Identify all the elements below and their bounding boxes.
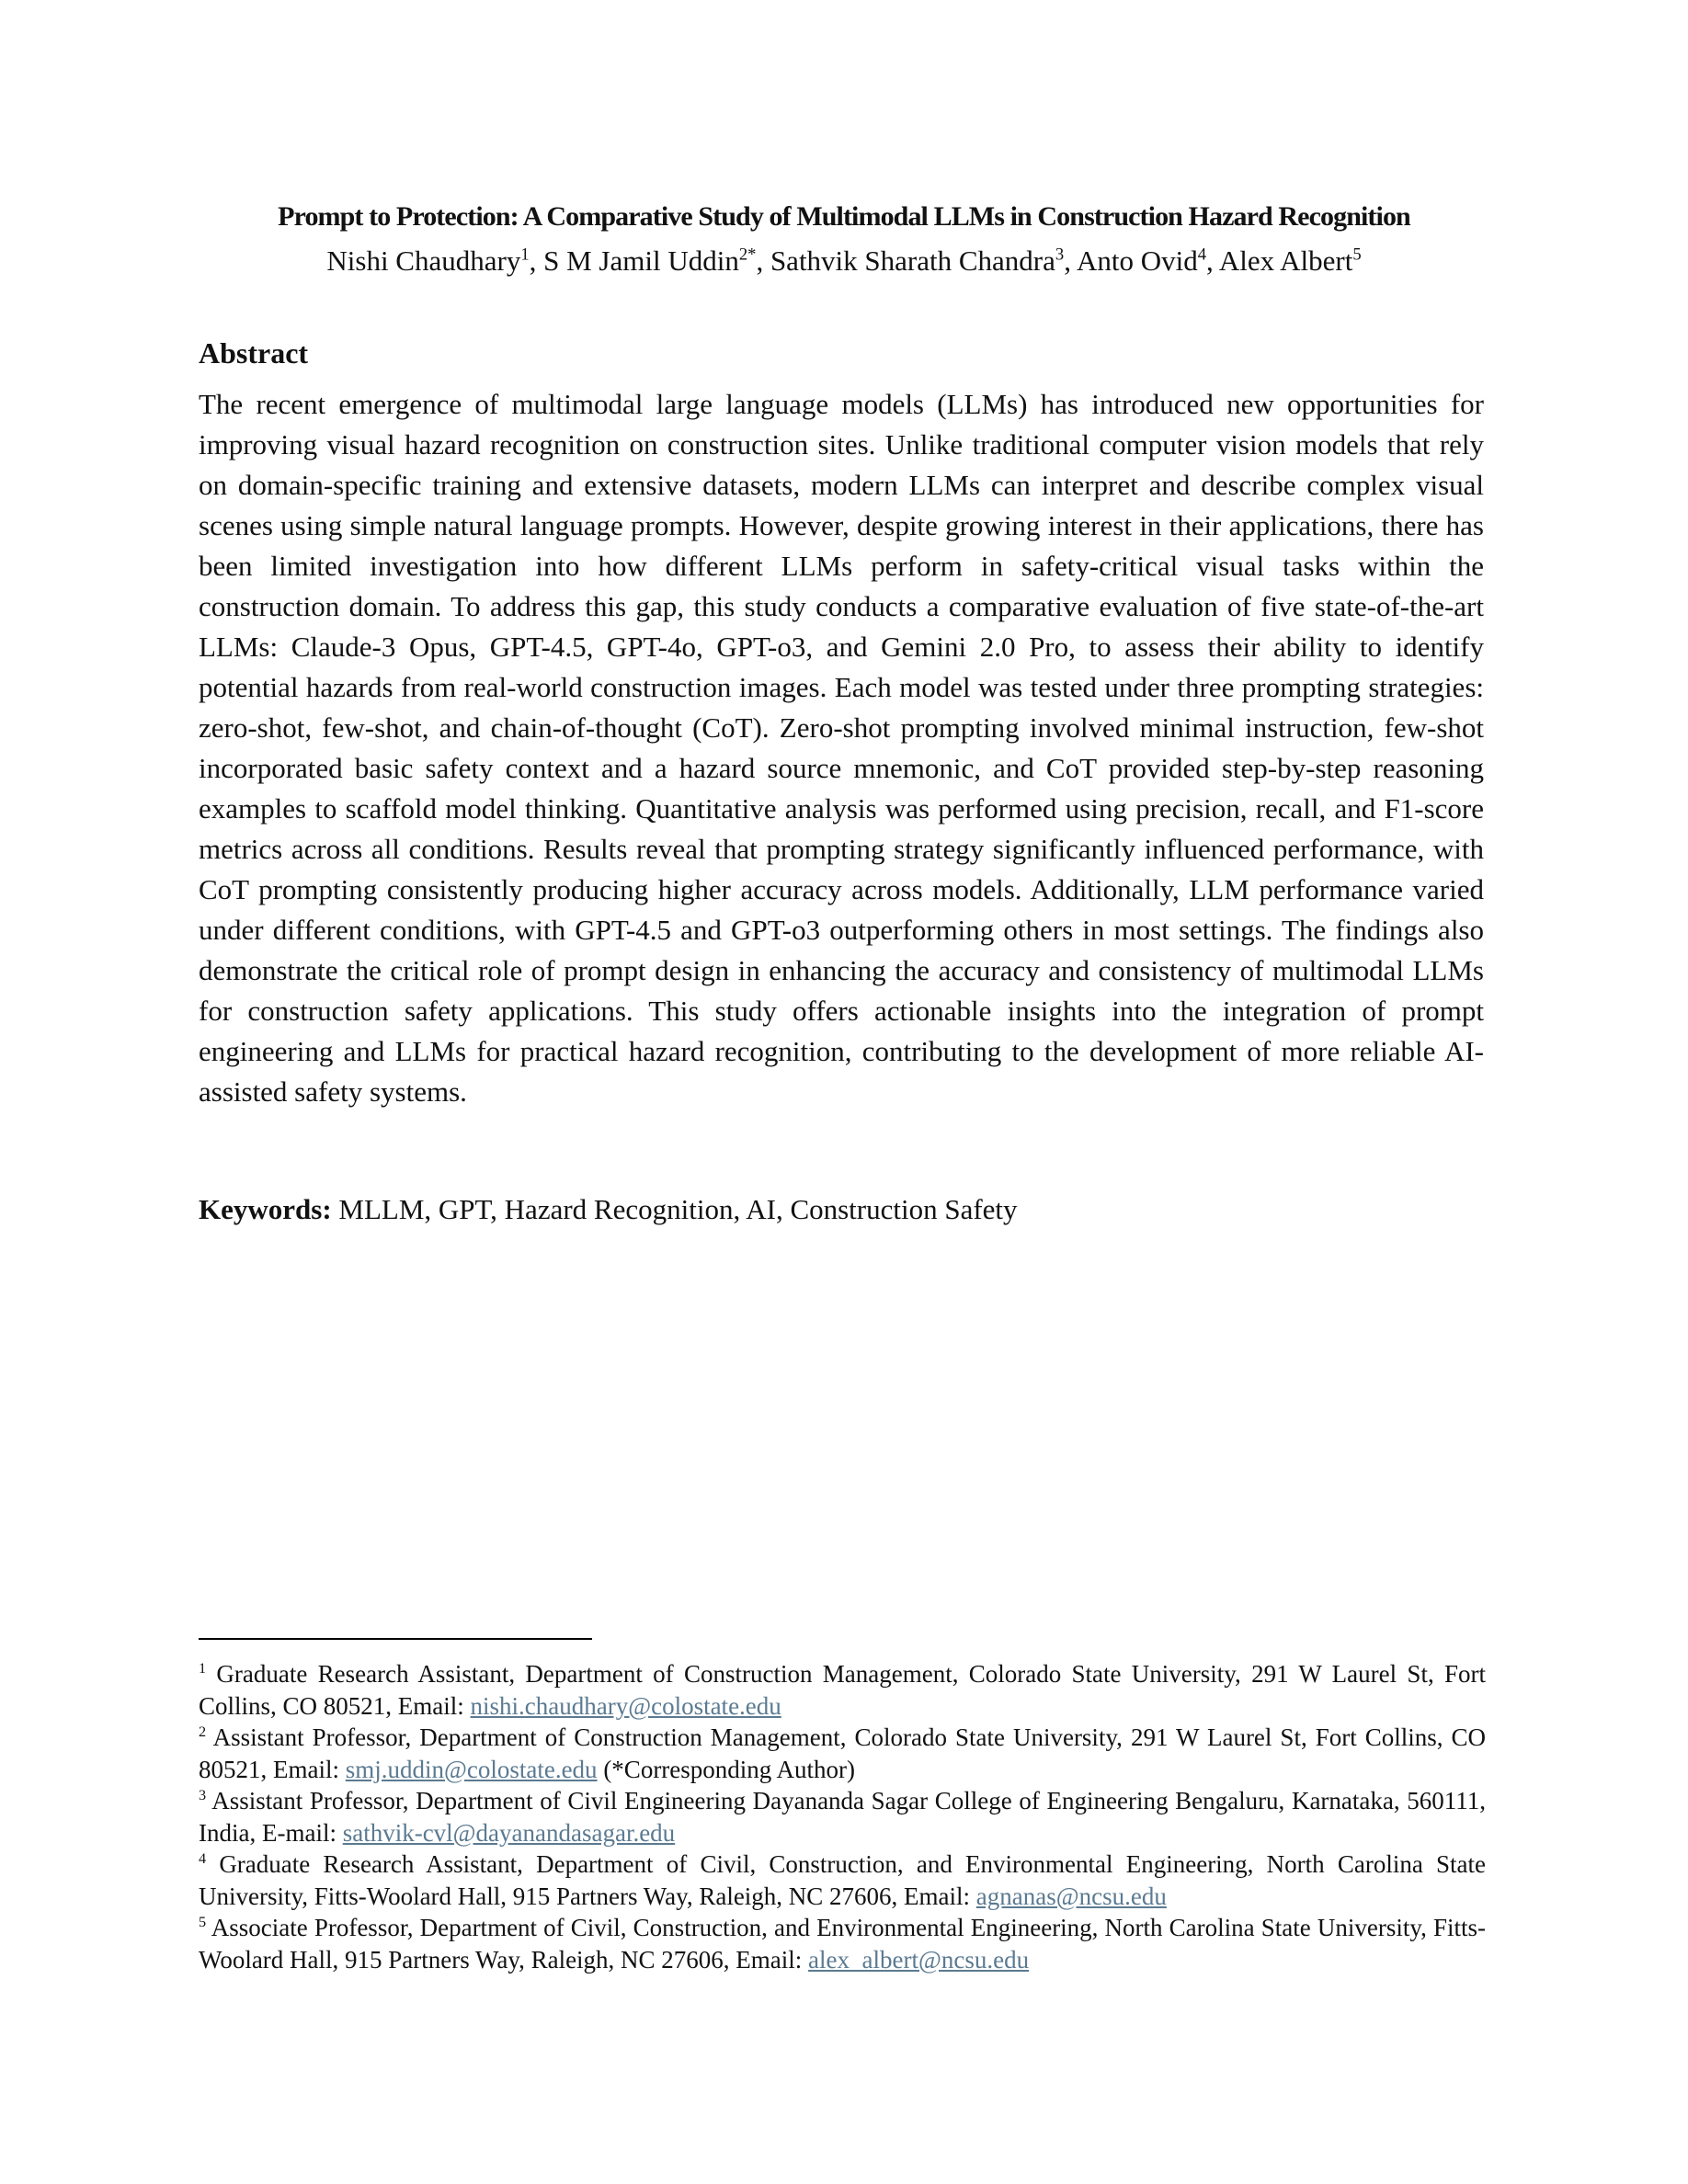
- abstract-heading: Abstract: [199, 336, 309, 370]
- keywords-line: [199, 1189, 1486, 1230]
- author-name: Anto Ovid: [1076, 245, 1198, 277]
- footnote-number: 4: [199, 1850, 207, 1867]
- abstract-body: The recent emergence of multimodal large language models (LLMs) has introduced new opportunities for improving visual hazard recognition on construction sites. Unlike traditional computer vision models that rely on domain-specific training and extensive datasets, modern LLMs can interpret and describe complex visual scenes using simple natural language prompts. However, despite growing interest in their applications, there has been limited investigation into how different LLMs perform in safety-critical visual tasks within the construction domain. To address this gap, this study conducts a comparative evaluation of five state-of-the-art LLMs: Claude-3 Opus, GPT-4.5, GPT-4o, GPT-o3, and Gemini 2.0 Pro, to assess their ability to identify potential hazards from real-world construction images. Each model was tested under three prompting strategies: zero-shot, few-shot, and chain-of-thought (CoT). Zero-shot prompting involved minimal instruction, few-shot incorporated basic safety context and a hazard source mnemonic, and CoT provided step-by-step reasoning examples to scaffold model thinking. Quantitative analysis was performed using precision, recall, and F1-score metrics across all conditions. Results reveal that prompting strategy significantly influenced performance, with CoT prompting consistently producing higher accuracy across models. Additionally, LLM performance varied under different conditions, with GPT-4.5 and GPT-o3 outperforming others in most settings. The findings also demonstrate the critical role of prompt design in enhancing the accuracy and consistency of multimodal LLMs for construction safety applications. This study offers actionable insights into the integration of prompt engineering and LLMs for practical hazard recognition, contributing to the development of more reliable AI-assisted safety systems.: [199, 388, 1484, 1108]
- author-separator: ,: [1064, 245, 1077, 277]
- email-link[interactable]: sathvik-cvl@dayanandasagar.edu: [342, 1818, 676, 1847]
- footnote-number: 1: [199, 1660, 207, 1677]
- footnote-text: Assistant Professor, Department of Civil Engineering Dayananda Sagar College of Engineering Bengaluru, Karnataka, 560111, India, E-mail:: [199, 1787, 1486, 1847]
- keywords-values: MLLM, GPT, Hazard Recognition, AI, Construction Safety: [338, 1193, 1018, 1225]
- author-separator: ,: [1206, 245, 1219, 277]
- footnote-number: 2: [199, 1723, 207, 1740]
- author-name: Alex Albert: [1218, 245, 1353, 277]
- footnote-trailing-text: (*Corresponding Author): [597, 1755, 856, 1783]
- author-affiliation-marker: 4: [1197, 245, 1207, 265]
- author: [326, 245, 543, 277]
- author: [1219, 245, 1362, 277]
- author-name: S M Jamil Uddin: [543, 245, 739, 277]
- footnote-number: 5: [199, 1914, 207, 1930]
- footnote-text: Graduate Research Assistant, Department of Construction Management, Colorado State University, 291 W Laurel St, Fort Collins, CO 80521, Email:: [199, 1660, 1486, 1720]
- author-affiliation-marker: 3: [1055, 245, 1065, 265]
- footnote-number: 3: [199, 1787, 207, 1803]
- footnote-text: Graduate Research Assistant, Department of Civil, Construction, and Environmental Engineering, North Carolina State University, Fitts-Woolard Hall, 915 Partners Way, Raleigh, NC 27606, Email:: [199, 1850, 1487, 1910]
- author-affiliation-marker: 1: [520, 245, 530, 265]
- author-separator: ,: [529, 245, 544, 277]
- footnote: [199, 1848, 1486, 1912]
- footnote: [199, 1722, 1486, 1785]
- footnote-text: Associate Professor, Department of Civil, Construction, and Environmental Engineering, North Carolina State University, Fitts-Woolard Hall, 915 Partners Way, Raleigh, NC 27606, Email:: [199, 1914, 1486, 1974]
- email-link[interactable]: nishi.chaudhary@colostate.edu: [470, 1691, 781, 1720]
- author-list: [138, 241, 1550, 281]
- footnote-separator: [199, 1638, 592, 1640]
- email-link[interactable]: alex_albert@ncsu.edu: [808, 1945, 1030, 1974]
- footnotes: [199, 1658, 1486, 1975]
- keywords-label: Keywords:: [199, 1193, 332, 1225]
- author: [543, 245, 770, 277]
- email-link[interactable]: smj.uddin@colostate.edu: [345, 1755, 598, 1783]
- paper-title: Prompt to Protection: A Comparative Study of Multimodal LLMs in Construction Hazard Recognition: [278, 201, 1410, 232]
- author-affiliation-marker: 2*: [738, 245, 757, 265]
- email-link[interactable]: agnanas@ncsu.edu: [975, 1882, 1167, 1910]
- author-name: Sathvik Sharath Chandra: [770, 245, 1055, 277]
- author-separator: ,: [756, 245, 770, 277]
- author: [1077, 245, 1219, 277]
- author-name: Nishi Chaudhary: [326, 245, 521, 277]
- footnote: [199, 1785, 1486, 1848]
- footnote: [199, 1658, 1486, 1722]
- author-affiliation-marker: 5: [1352, 245, 1362, 265]
- author: [770, 245, 1077, 277]
- footnote: [199, 1912, 1486, 1975]
- footnote-text: Assistant Professor, Department of Construction Management, Colorado State University, 291 W Laurel St, Fort Collins, CO 80521, Email:: [199, 1723, 1487, 1783]
